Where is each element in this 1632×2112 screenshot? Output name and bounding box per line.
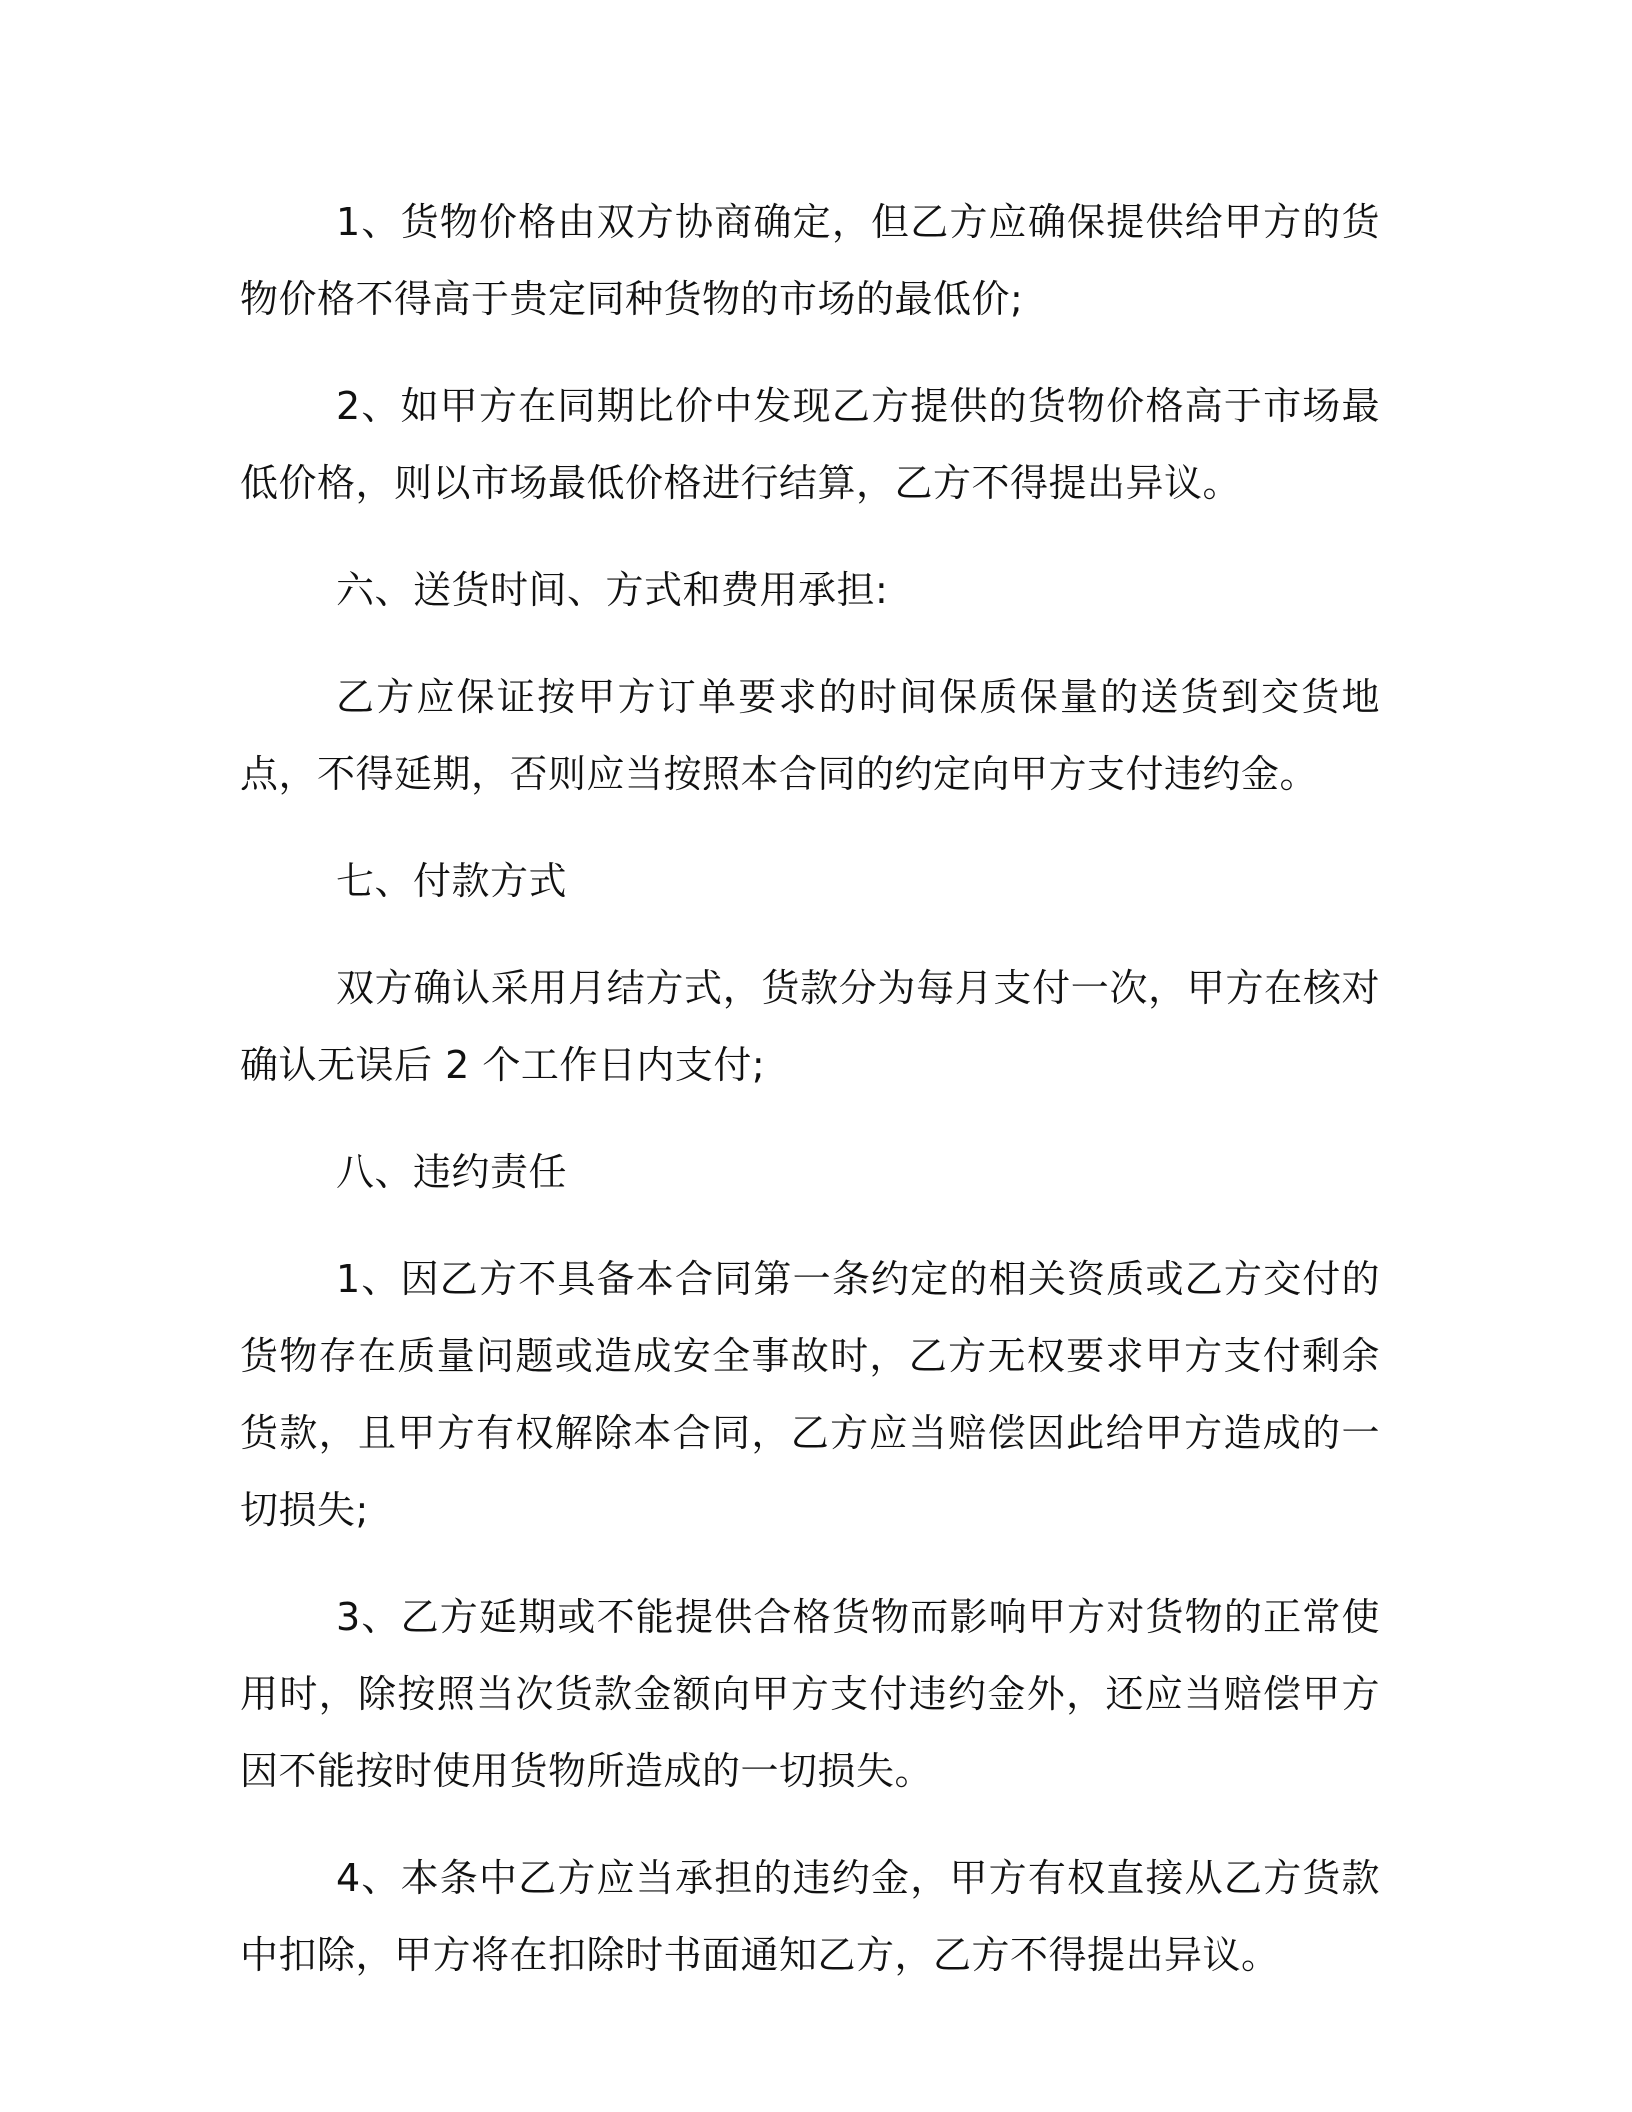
- section-heading-delivery: 六、送货时间、方式和费用承担:: [336, 568, 889, 612]
- document-body: [240, 184, 1380, 2024]
- section-heading-payment: 七、付款方式: [336, 859, 568, 903]
- liability-clause-4: 4、本条中乙方应当承担的违约金，甲方有权直接从乙方货款中扣除，甲方将在扣除时书面通知乙方，乙方不得提出异议。: [240, 1856, 1380, 1977]
- price-clause-1: 1、货物价格由双方协商确定，但乙方应确保提供给甲方的货物价格不得高于贵定同种货物的市场的最低价;: [240, 200, 1380, 321]
- payment-clause: 双方确认采用月结方式，货款分为每月支付一次，甲方在核对确认无误后 2 个工作日内支付;: [240, 966, 1380, 1087]
- liability-clause-1: 1、因乙方不具备本合同第一条约定的相关资质或乙方交付的货物存在质量问题或造成安全事故时，乙方无权要求甲方支付剩余货款，且甲方有权解除本合同，乙方应当赔偿因此给甲方造成的一切损失;: [240, 1257, 1380, 1532]
- delivery-clause: 乙方应保证按甲方订单要求的时间保质保量的送货到交货地点，不得延期，否则应当按照本合同的约定向甲方支付违约金。: [240, 675, 1380, 796]
- price-clause-2: 2、如甲方在同期比价中发现乙方提供的货物价格高于市场最低价格，则以市场最低价格进行结算，乙方不得提出异议。: [240, 384, 1380, 505]
- section-heading-liability: 八、违约责任: [336, 1150, 568, 1194]
- liability-clause-3: 3、乙方延期或不能提供合格货物而影响甲方对货物的正常使用时，除按照当次货款金额向甲方支付违约金外，还应当赔偿甲方因不能按时使用货物所造成的一切损失。: [240, 1595, 1380, 1793]
